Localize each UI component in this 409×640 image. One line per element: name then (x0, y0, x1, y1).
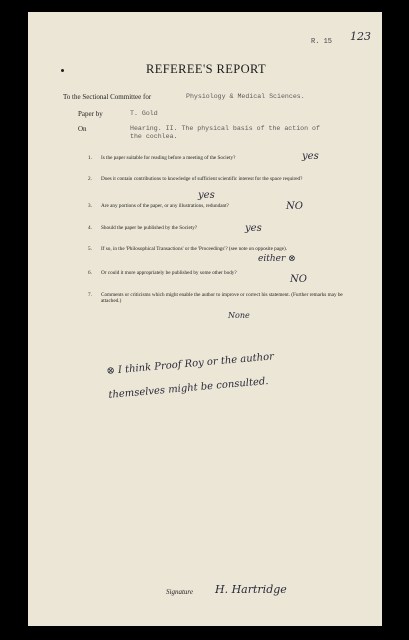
answer-handwritten: yes (302, 151, 319, 162)
question-number: 4. (88, 225, 92, 231)
answer-handwritten: either ⊗ (258, 254, 296, 264)
question-text: Comments or criticisms which might enable the author to improve or correct his statement. (Further remarks may be attached.) (101, 292, 343, 305)
question-text: Or could it more appropriately be published by some other body? (101, 270, 237, 276)
question-number: 5. (88, 246, 92, 252)
question-number: 2. (88, 176, 92, 182)
handwritten-note-line1: ⊗ I think Proof Roy or the author (106, 351, 275, 377)
on-label: On (78, 125, 87, 133)
paper-by-value: T. Gold (130, 110, 158, 117)
question-number: 3. (88, 203, 92, 209)
signature-label: Signature (166, 588, 193, 596)
page-title: REFEREE'S REPORT (146, 62, 267, 76)
answer-handwritten: NO (286, 201, 303, 212)
committee-label: To the Sectional Committee for (63, 93, 152, 101)
question-text: Should the paper be published by the Society? (101, 225, 198, 231)
bullet-mark (61, 69, 64, 72)
paper-by-label: Paper by (78, 110, 103, 118)
question-text: Does it contain contributions to knowledge of sufficient scientific interest for the space required? (101, 176, 303, 182)
committee-value: Physiology & Medical Sciences. (186, 93, 305, 100)
question-text: If so, in the 'Philosophical Transactions' or the 'Proceedings'? (see note on opposite page). (101, 246, 287, 252)
handwritten-note-line2: themselves might be consulted. (108, 376, 269, 401)
question-number: 6. (88, 270, 92, 276)
on-value-line1: Hearing. II. The physical basis of the action of (130, 125, 320, 132)
answer-handwritten: yes (245, 223, 262, 234)
question-number: 7. (88, 292, 92, 298)
answer-handwritten: yes (198, 190, 215, 201)
answer-handwritten: None (228, 311, 250, 320)
question-text: Is the paper suitable for reading before a meeting of the Society? (101, 155, 236, 161)
report-sheet (28, 12, 382, 626)
signature-handwritten: H. Hartridge (215, 583, 287, 596)
reference-code: R. 15 (311, 38, 333, 46)
answer-handwritten: NO (290, 274, 307, 285)
question-number: 1. (88, 155, 92, 161)
on-value-line2: the cochlea. (130, 133, 178, 140)
folio-number: 123 (350, 30, 371, 43)
question-text: Are any portions of the paper, or any illustrations, redundant? (101, 203, 229, 209)
